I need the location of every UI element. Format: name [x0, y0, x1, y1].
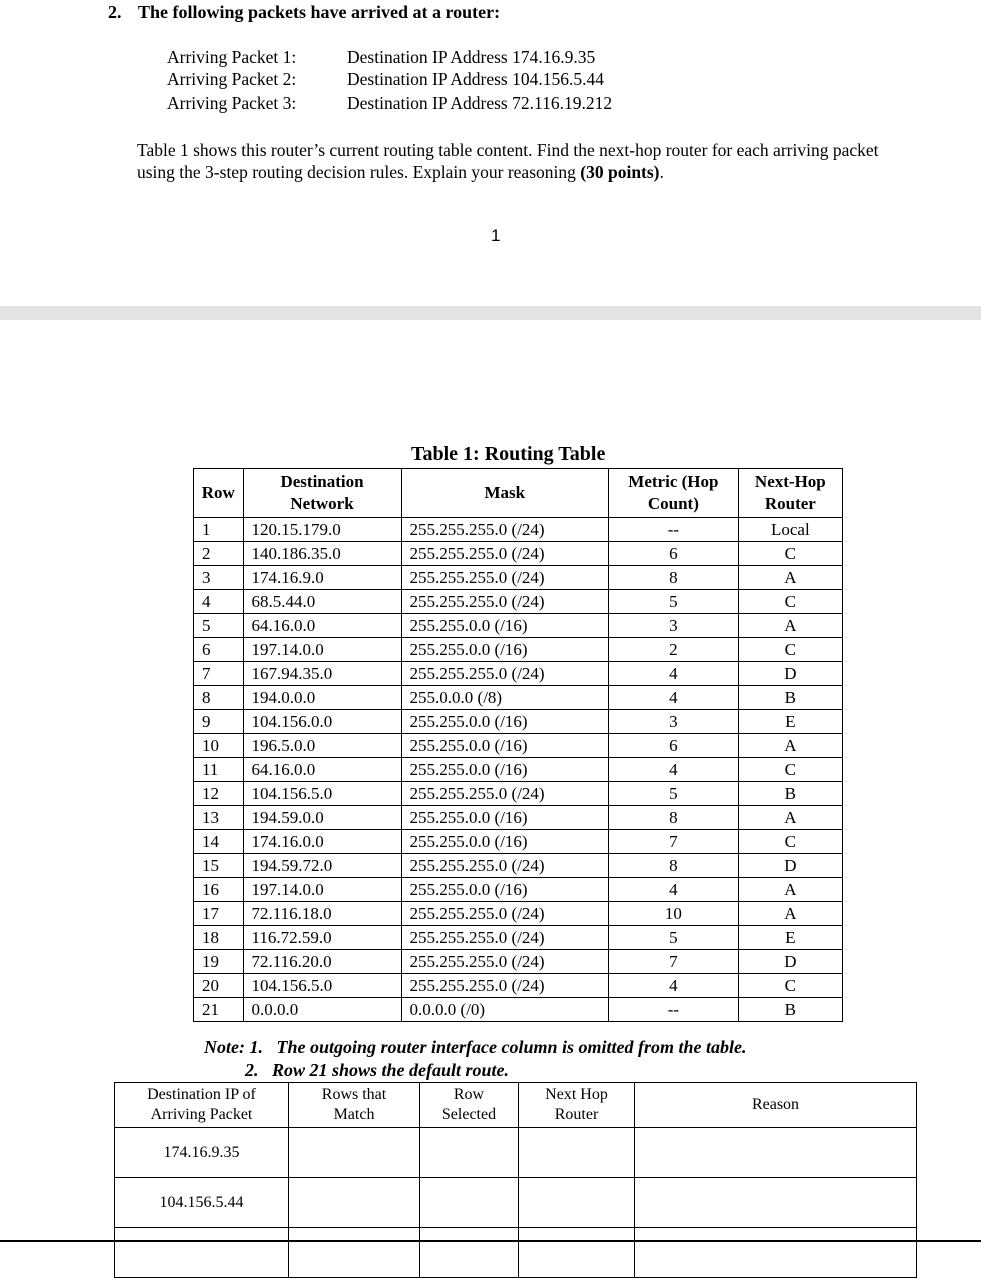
- row-number-cell: 18: [194, 926, 244, 950]
- metric-cell: 5: [609, 590, 739, 614]
- metric-cell: 6: [609, 542, 739, 566]
- note-2: [245, 1060, 509, 1081]
- page-number: 1: [491, 226, 501, 245]
- answer-table-header: [115, 1083, 917, 1128]
- header-metric-line2: Count): [647, 494, 699, 513]
- destination-network-cell: 72.116.18.0: [243, 902, 401, 926]
- destination-network-cell: 64.16.0.0: [243, 614, 401, 638]
- routing-table-row: [194, 686, 843, 710]
- routing-table-row: [194, 734, 843, 758]
- next-hop-cell: C: [738, 590, 842, 614]
- routing-table-row: [194, 998, 843, 1022]
- answer-next-hop-cell[interactable]: [519, 1128, 635, 1178]
- answer-next-hop-cell[interactable]: [519, 1178, 635, 1228]
- mask-cell: 255.255.0.0 (/16): [401, 638, 609, 662]
- metric-cell: 5: [609, 782, 739, 806]
- answer-reason-cell[interactable]: [635, 1128, 917, 1178]
- next-hop-cell: A: [738, 806, 842, 830]
- note-label: Note:: [204, 1037, 245, 1057]
- row-number-cell: 14: [194, 830, 244, 854]
- mask-cell: 255.255.255.0 (/24): [401, 974, 609, 998]
- metric-cell: 10: [609, 902, 739, 926]
- routing-table-row: [194, 950, 843, 974]
- row-number-cell: 21: [194, 998, 244, 1022]
- answer-header-reason: Reason: [635, 1083, 917, 1128]
- mask-cell: 255.255.255.0 (/24): [401, 782, 609, 806]
- mask-cell: 255.255.255.0 (/24): [401, 902, 609, 926]
- row-number-cell: 6: [194, 638, 244, 662]
- answer-header-dest-ip: [115, 1083, 289, 1128]
- mask-cell: 255.255.255.0 (/24): [401, 926, 609, 950]
- routing-table-row: [194, 590, 843, 614]
- row-number-cell: 15: [194, 854, 244, 878]
- header-row: Row: [194, 469, 244, 518]
- answer-row-selected-cell[interactable]: [420, 1178, 519, 1228]
- question-number: 2.: [108, 2, 122, 22]
- answer-next-hop-cell[interactable]: [519, 1228, 635, 1278]
- routing-table-row: [194, 974, 843, 998]
- mask-cell: 255.255.255.0 (/24): [401, 950, 609, 974]
- row-number-cell: 2: [194, 542, 244, 566]
- metric-cell: 8: [609, 566, 739, 590]
- answer-header-rows-match-line2: Match: [333, 1106, 375, 1123]
- mask-cell: 255.255.0.0 (/16): [401, 734, 609, 758]
- next-hop-cell: B: [738, 782, 842, 806]
- note-1-num: 1.: [249, 1037, 263, 1057]
- metric-cell: 5: [609, 926, 739, 950]
- row-number-cell: 1: [194, 518, 244, 542]
- metric-cell: 2: [609, 638, 739, 662]
- routing-table-row: [194, 830, 843, 854]
- destination-network-cell: 68.5.44.0: [243, 590, 401, 614]
- destination-network-cell: 174.16.9.0: [243, 566, 401, 590]
- routing-table-row: [194, 614, 843, 638]
- metric-cell: 7: [609, 830, 739, 854]
- next-hop-cell: C: [738, 974, 842, 998]
- instruction-text: Table 1 shows this router’s current routing table content. Find the next-hop router for each arriving packet using the 3-step routing decision rules. Explain your reasoning: [137, 140, 879, 182]
- destination-network-cell: 64.16.0.0: [243, 758, 401, 782]
- next-hop-cell: B: [738, 998, 842, 1022]
- next-hop-cell: E: [738, 926, 842, 950]
- answer-rows-match-cell[interactable]: [289, 1178, 420, 1228]
- answer-header-dest-ip-line2: Arriving Packet: [150, 1106, 253, 1123]
- answer-row-selected-cell[interactable]: [420, 1228, 519, 1278]
- next-hop-cell: D: [738, 854, 842, 878]
- answer-reason-cell[interactable]: [635, 1228, 917, 1278]
- routing-table-title: Table 1: Routing Table: [411, 443, 606, 465]
- answer-header-next-hop-line2: Router: [554, 1106, 599, 1123]
- header-metric-line1: Metric (Hop: [628, 472, 719, 491]
- packet-3-label: Arriving Packet 3:: [167, 93, 297, 113]
- metric-cell: 4: [609, 662, 739, 686]
- header-destination: [243, 469, 401, 518]
- mask-cell: 255.255.0.0 (/16): [401, 710, 609, 734]
- row-number-cell: 17: [194, 902, 244, 926]
- answer-header-row-selected-line2: Selected: [441, 1106, 497, 1123]
- routing-table-row: [194, 758, 843, 782]
- metric-cell: 4: [609, 758, 739, 782]
- metric-cell: 4: [609, 974, 739, 998]
- answer-header-rows-match: [289, 1083, 420, 1128]
- row-number-cell: 3: [194, 566, 244, 590]
- metric-cell: 4: [609, 878, 739, 902]
- routing-table-row: [194, 662, 843, 686]
- page-separator: [0, 306, 981, 320]
- routing-table-row: [194, 710, 843, 734]
- mask-cell: 0.0.0.0 (/0): [401, 998, 609, 1022]
- destination-network-cell: 194.59.0.0: [243, 806, 401, 830]
- mask-cell: 255.255.0.0 (/16): [401, 878, 609, 902]
- mask-cell: 255.255.0.0 (/16): [401, 806, 609, 830]
- row-number-cell: 8: [194, 686, 244, 710]
- destination-network-cell: 104.156.5.0: [243, 782, 401, 806]
- metric-cell: 3: [609, 710, 739, 734]
- routing-table-row: [194, 638, 843, 662]
- mask-cell: 255.255.255.0 (/24): [401, 518, 609, 542]
- routing-table-row: [194, 926, 843, 950]
- destination-network-cell: 167.94.35.0: [243, 662, 401, 686]
- routing-table-row: [194, 782, 843, 806]
- destination-network-cell: 104.156.5.0: [243, 974, 401, 998]
- routing-table-row: [194, 854, 843, 878]
- packet-1-destination: Destination IP Address 174.16.9.35: [347, 47, 596, 67]
- metric-cell: 4: [609, 686, 739, 710]
- note-1: [204, 1037, 747, 1058]
- header-destination-line2: Network: [290, 494, 354, 513]
- metric-cell: --: [609, 518, 739, 542]
- mask-cell: 255.0.0.0 (/8): [401, 686, 609, 710]
- header-next-hop: [738, 469, 842, 518]
- row-number-cell: 10: [194, 734, 244, 758]
- packet-3-destination: Destination IP Address 72.116.19.212: [347, 93, 613, 113]
- destination-network-cell: 104.156.0.0: [243, 710, 401, 734]
- answer-header-row-selected-line1: Row: [453, 1086, 485, 1103]
- row-number-cell: 9: [194, 710, 244, 734]
- mask-cell: 255.255.255.0 (/24): [401, 662, 609, 686]
- note-2-text: Row 21 shows the default route.: [272, 1060, 510, 1080]
- metric-cell: 6: [609, 734, 739, 758]
- destination-network-cell: 0.0.0.0: [243, 998, 401, 1022]
- destination-network-cell: 174.16.0.0: [243, 830, 401, 854]
- header-next-hop-line2: Router: [764, 494, 816, 513]
- answer-table-row: [115, 1128, 917, 1178]
- next-hop-cell: A: [738, 614, 842, 638]
- answer-table: [114, 1082, 917, 1278]
- next-hop-cell: A: [738, 734, 842, 758]
- row-number-cell: 7: [194, 662, 244, 686]
- row-number-cell: 20: [194, 974, 244, 998]
- routing-table-body: [194, 518, 843, 1022]
- answer-dest-ip-cell: [115, 1228, 289, 1278]
- mask-cell: 255.255.255.0 (/24): [401, 542, 609, 566]
- note-1-text: The outgoing router interface column is omitted from the table.: [276, 1037, 747, 1057]
- packet-2-label: Arriving Packet 2:: [167, 69, 297, 89]
- next-hop-cell: D: [738, 950, 842, 974]
- mask-cell: 255.255.255.0 (/24): [401, 854, 609, 878]
- destination-network-cell: 197.14.0.0: [243, 638, 401, 662]
- header-mask: Mask: [401, 469, 609, 518]
- next-hop-cell: A: [738, 902, 842, 926]
- metric-cell: 8: [609, 806, 739, 830]
- metric-cell: 3: [609, 614, 739, 638]
- routing-table-row: [194, 806, 843, 830]
- destination-network-cell: 196.5.0.0: [243, 734, 401, 758]
- answer-table-body: [115, 1128, 917, 1278]
- header-metric: [609, 469, 739, 518]
- next-hop-cell: C: [738, 830, 842, 854]
- next-hop-cell: Local: [738, 518, 842, 542]
- routing-table-row: [194, 878, 843, 902]
- routing-table-row: [194, 902, 843, 926]
- metric-cell: 8: [609, 854, 739, 878]
- row-number-cell: 16: [194, 878, 244, 902]
- destination-network-cell: 140.186.35.0: [243, 542, 401, 566]
- routing-table-row: [194, 518, 843, 542]
- answer-reason-cell[interactable]: [635, 1178, 917, 1228]
- instruction-paragraph: [137, 139, 897, 183]
- next-hop-cell: D: [738, 662, 842, 686]
- question-title: [108, 2, 500, 23]
- routing-table-header: [194, 469, 843, 518]
- instruction-end: .: [659, 162, 664, 182]
- row-number-cell: 4: [194, 590, 244, 614]
- next-hop-cell: B: [738, 686, 842, 710]
- answer-table-row: [115, 1228, 917, 1278]
- answer-rows-match-cell[interactable]: [289, 1228, 420, 1278]
- instruction-points: (30 points): [580, 162, 660, 182]
- destination-network-cell: 194.0.0.0: [243, 686, 401, 710]
- destination-network-cell: 120.15.179.0: [243, 518, 401, 542]
- answer-dest-ip-cell: 174.16.9.35: [115, 1128, 289, 1178]
- next-hop-cell: E: [738, 710, 842, 734]
- next-hop-cell: A: [738, 878, 842, 902]
- packet-1-label: Arriving Packet 1:: [167, 47, 297, 67]
- routing-table-row: [194, 542, 843, 566]
- destination-network-cell: 197.14.0.0: [243, 878, 401, 902]
- next-hop-cell: A: [738, 566, 842, 590]
- row-number-cell: 11: [194, 758, 244, 782]
- row-number-cell: 19: [194, 950, 244, 974]
- next-hop-cell: C: [738, 638, 842, 662]
- mask-cell: 255.255.0.0 (/16): [401, 830, 609, 854]
- answer-table-row: [115, 1178, 917, 1228]
- metric-cell: 7: [609, 950, 739, 974]
- answer-row-selected-cell[interactable]: [420, 1128, 519, 1178]
- answer-dest-ip-cell: 104.156.5.44: [115, 1178, 289, 1228]
- answer-rows-match-cell[interactable]: [289, 1128, 420, 1178]
- question-title-text: The following packets have arrived at a router:: [138, 2, 501, 22]
- routing-table: [193, 468, 843, 1022]
- row-number-cell: 5: [194, 614, 244, 638]
- metric-cell: --: [609, 998, 739, 1022]
- answer-header-dest-ip-line1: Destination IP of: [147, 1086, 256, 1103]
- answer-header-row-selected: [420, 1083, 519, 1128]
- row-number-cell: 13: [194, 806, 244, 830]
- row-number-cell: 12: [194, 782, 244, 806]
- mask-cell: 255.255.0.0 (/16): [401, 614, 609, 638]
- next-hop-cell: C: [738, 758, 842, 782]
- answer-header-rows-match-line1: Rows that: [321, 1086, 387, 1103]
- destination-network-cell: 72.116.20.0: [243, 950, 401, 974]
- header-destination-line1: Destination: [280, 472, 364, 491]
- answer-header-next-hop: [519, 1083, 635, 1128]
- mask-cell: 255.255.0.0 (/16): [401, 758, 609, 782]
- answer-header-next-hop-line1: Next Hop: [545, 1086, 608, 1103]
- destination-network-cell: 116.72.59.0: [243, 926, 401, 950]
- header-next-hop-line1: Next-Hop: [754, 472, 826, 491]
- destination-network-cell: 194.59.72.0: [243, 854, 401, 878]
- routing-table-row: [194, 566, 843, 590]
- mask-cell: 255.255.255.0 (/24): [401, 590, 609, 614]
- next-hop-cell: C: [738, 542, 842, 566]
- note-2-num: 2.: [245, 1060, 259, 1080]
- mask-cell: 255.255.255.0 (/24): [401, 566, 609, 590]
- packet-2-destination: Destination IP Address 104.156.5.44: [347, 69, 604, 89]
